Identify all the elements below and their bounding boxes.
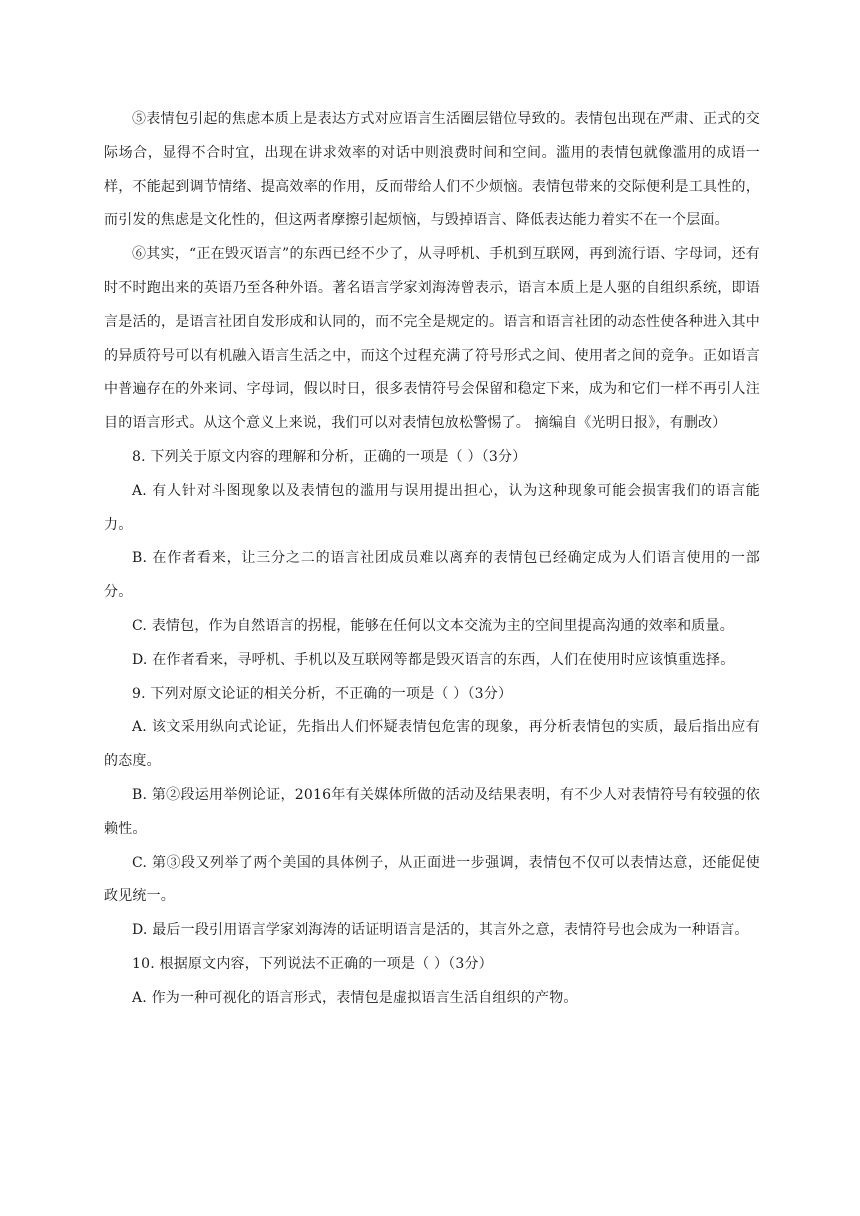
question-8-stem: 8. 下列关于原文内容的理解和分析，正确的一项是（ ）（3分）: [132, 448, 527, 465]
paragraph-6: ⑥其实，“正在毁灭语言”的东西已经不少了，从寻呼机、手机到互联网，再到流行语、字母词，还有时不时跑出来的英语乃至各种外语。著名语言学家刘海涛曾表示，语言本质上是人驱的自组织系统，即语言是活的，是语言社团自发形成和认同的，而不完全是规定的。语言和语言社团的动态性使各种进入其中的异质符号可以有机融入语言生活之中，而这个过程充满了符号形式之间、使用者之间的竞争。正如语言中普遍存在的外来词、字母词，假以时日，很多表情符号会保留和稳定下来，成为和它们一样不再引人注目的语言形式。从这个意义上来说，我们可以对表情包放松警惕了。 摘编自《光明日报》，有删改）: [104, 246, 760, 432]
question-9-option-c: C. 第③段又列举了两个美国的具体例子，从正面进一步强调，表情包不仅可以表情达意，还能促使政见统一。: [104, 854, 760, 905]
question-8-option-b: B. 在作者看来，让三分之二的语言社团成员难以离弃的表情包已经确定成为人们语言使用的一部分。: [104, 550, 760, 601]
question-9-option-a: A. 该文采用纵向式论证，先指出人们怀疑表情包危害的现象，再分析表情包的实质，最后指出应有的态度。: [104, 719, 760, 770]
question-8-option-d: D. 在作者看来，寻呼机、手机以及互联网等都是毁灭语言的东西，人们在使用时应该慎重选择。: [132, 651, 735, 668]
question-9-option-b: B. 第②段运用举例论证，2016年有关媒体所做的活动及结果表明，有不少人对表情符号有较强的依赖性。: [104, 786, 760, 837]
question-9-stem: 9. 下列对原文论证的相关分析，不正确的一项是（ ）（3分）: [132, 685, 513, 702]
question-9-option-d: D. 最后一段引用语言学家刘海涛的话证明语言是活的，其言外之意，表情符号也会成为一种语言。: [132, 922, 749, 939]
question-10-stem: 10. 根据原文内容，下列说法不正确的一项是（ ）（3分）: [132, 955, 493, 972]
question-10-option-a: A. 作为一种可视化的语言形式，表情包是虚拟语言生活自组织的产物。: [132, 989, 578, 1006]
question-8-option-a: A. 有人针对斗图现象以及表情包的滥用与误用提出担心，认为这种现象可能会损害我们的语言能力。: [104, 482, 760, 533]
paragraph-5: ⑤表情包引起的焦虑本质上是表达方式对应语言生活圈层错位导致的。表情包出现在严肃、正式的交际场合，显得不合时宜，出现在讲求效率的对话中则浪费时间和空间。滥用的表情包就像滥用的成语一样，不能起到调节情绪、提高效率的作用，反而带给人们不少烦恼。表情包带来的交际便利是工具性的，而引发的焦虑是文化性的，但这两者摩擦引起烦恼，与毁掉语言、降低表达能力着实不在一个层面。: [104, 111, 760, 229]
question-8-option-c: C. 表情包，作为自然语言的拐棍，能够在任何以文本交流为主的空间里提高沟通的效率和质量。: [132, 617, 734, 634]
